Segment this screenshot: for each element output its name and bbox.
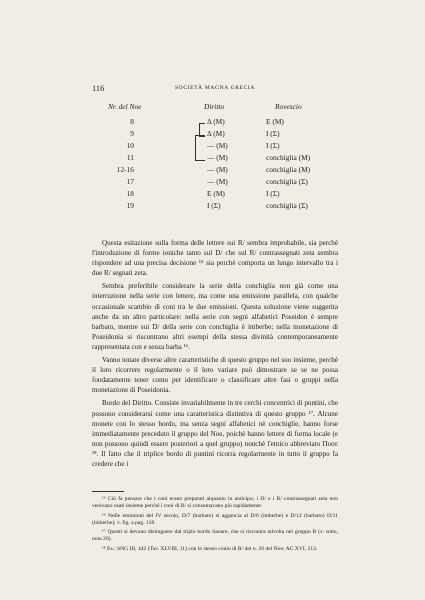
table-row [92, 201, 338, 213]
footnote-rule [92, 491, 124, 492]
cell-rovescio: conchiglia (M) [266, 153, 311, 162]
col-header-diritto: Diritto [204, 102, 225, 111]
cell-diritto: — (M) [207, 141, 228, 150]
cell-rovescio: conchiglia (M) [266, 165, 311, 174]
cell-diritto: I (Σ) [207, 201, 221, 210]
cell-diritto: — (M) [207, 165, 228, 174]
table-row [92, 129, 338, 141]
table-row [92, 165, 338, 177]
cell-rovescio: conchiglia (Σ) [266, 201, 308, 210]
cell-no: 8 [130, 117, 134, 126]
table-row [92, 141, 338, 153]
table-row [92, 189, 338, 201]
paragraph: Bordo del Diritto. Consiste invariabilmente in tre cerchi concentrici di puntini, che possono considerarsi come una caratteristica distintiva di questo gruppo ¹⁷. Alcune monete con lo stesso bordo, ma senza segni alfabetici nè conchiglie, hanno forse immediatamente preceduto il gruppo del Noe, poichè hanno lettere di forma locale (e non possono quindi essere posteriori a quel gruppo) nonchè l'etnico abbreviato Ποσε ¹⁸. Il fatto che il triplice bordo di puntini ricorra regolarmente in tutto il gruppo fa credere che i [92, 399, 338, 468]
footnote: ¹⁷ Questi si devono distinguere dal triplo bordo lineare, che si riscontra talvolta nel gruppo B (v. sotto, nota 26). [92, 529, 338, 543]
cell-diritto: — (M) [207, 177, 228, 186]
paragraph: Questa esitazione sulla forma delle lettere sui R/ sembra improbabile, sia perchè l'introduzione di forme ioniche tanto sul D/ che sul R/ contrassegnati zeta sembra rispondere ad una precisa decisione ¹⁵ sia perchè comporta un lungo intervallo tra i due R/ segnati zeta. [92, 239, 338, 278]
footnotes [92, 496, 338, 555]
cell-no: 9 [130, 129, 134, 138]
coin-table [92, 102, 338, 232]
cell-no: 12-16 [116, 165, 134, 174]
cell-no: 17 [126, 177, 134, 186]
running-title: SOCIETÀ MAGNA GRECIA [174, 85, 256, 91]
cell-no: 19 [126, 201, 134, 210]
paragraph: Sembra preferibile considerare la serie della conchiglia non già come una interruzione nella serie con lettere, ma come una emissione parallela, con qualche occasionale scambio di coni tra le due emissioni. Questa soluzione viene suggerita anche da un altro particolare: nella serie con segni alfabetici Poseidon è sempre barbato, mentre sui D/ della serie con conchiglia è imberbe; nella monetazione di Poseidonia si riscontrano altri esempi della stessa divinità contemporaneamente rappresentata con e senza barba ¹⁶. [92, 282, 338, 351]
cell-no: 11 [126, 153, 134, 162]
page-number: 116 [92, 84, 105, 93]
paragraph: Vanno notate diverse altre caratteristiche di questo gruppo nel suo insieme, perchè il loro ricorrere regolarmente o il loro variare può dimostrare se se ne possa fondatamente tener conto per identificare o classificare altre fasi o gruppi nella monetazione di Poseidonia. [92, 356, 338, 395]
cell-diritto: Δ (M) [207, 129, 225, 138]
cell-diritto: E (M) [207, 189, 225, 198]
footnote: ¹⁶ Nelle emissioni del IV secolo, D/7 (barbato) si aggancia al D/6 (imberbe) e D/12 (barbato) D/11 (imberbe); v. fig. a pag. 118. [92, 512, 338, 526]
page-header [92, 84, 338, 96]
cell-rovescio: E (M) [266, 117, 284, 126]
col-header-rovescio: Rovescio [275, 102, 302, 111]
cell-no: 18 [126, 189, 134, 198]
table-row [92, 117, 338, 129]
cell-rovescio: conchiglia (Σ) [266, 177, 308, 186]
col-header-no: Nr. del Noe [108, 102, 142, 111]
footnote: ¹⁸ Es.: SNG III, 442 (Tav. XLVIII, 11) con lo stesso conio di R/ del n. 26 del Noe; AC XVI, 213. [102, 545, 318, 552]
cell-diritto: — (M) [207, 153, 228, 162]
cell-rovescio: I (Σ) [266, 141, 280, 150]
cell-rovescio: I (Σ) [266, 129, 280, 138]
cell-no: 10 [126, 141, 134, 150]
body-text [92, 238, 338, 469]
cell-rovescio: I (Σ) [266, 189, 280, 198]
cell-diritto: Δ (M) [207, 117, 225, 126]
table-row [92, 153, 338, 165]
table-row [92, 177, 338, 189]
footnote: ¹⁵ Ciò fa pensare che i coni erano preparati alquanto in anticipo; i D/ e i R/ contrassegnati zeta non venivano usati insieme perchè i coni di R/ si consumavano più rapidamente. [92, 496, 338, 510]
